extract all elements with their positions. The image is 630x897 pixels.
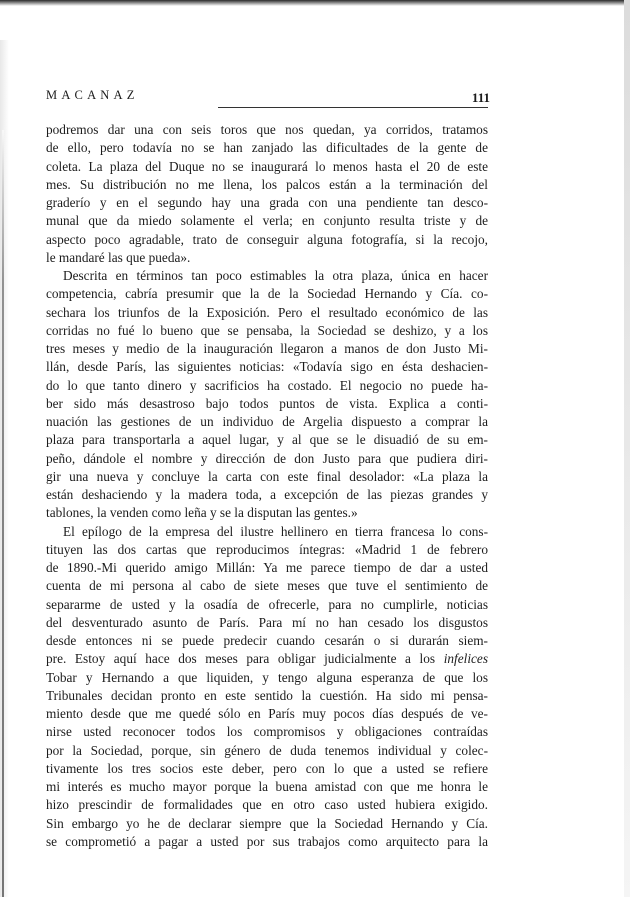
page-body [46, 121, 488, 851]
header-rule [218, 107, 488, 108]
text-line: do lo que tanto dinero y sacrificios ha costado. El negocio no puede ha- [46, 377, 488, 393]
text-line: coleta. La plaza del Duque no se inaugurará lo menos hasta el 20 de este [46, 158, 488, 174]
text-line: por la Sociedad, porque, sin género de duda tenemos individual y colec- [46, 742, 488, 758]
text-line: plaza para transportarla a aquel lugar, y al que se le disuadió de su em- [46, 432, 488, 448]
text-line: graderío y en el segundo hay una grada con una pendiente tan desco- [46, 195, 488, 210]
text-line: de 1890.-Mi querido amigo Millán: Ya me parece tiempo de dar a usted [46, 560, 488, 575]
text-line: tablones, la venden como leña y se la disputan las gentes.» [46, 505, 358, 521]
text-line: hizo prescindir de formalidades que en otro caso usted hubiera exigido. [46, 797, 488, 813]
text-line: tivamente los tres socios este deber, pero con lo que a usted se refiere [46, 760, 488, 776]
paragraph-first-line: El epílogo de la empresa del ilustre hellinero en tierra francesa lo cons- [63, 523, 488, 539]
text-line: peño, dándole el nombre y dirección de don Justo para que pudiera diri- [46, 450, 488, 466]
page-header [46, 88, 490, 108]
running-head: MACANAZ [46, 88, 139, 102]
text-line: separarme de usted y la osadía de ofrecerle, para no cumplirle, noticias [46, 596, 488, 612]
binding-gutter [0, 40, 9, 897]
paragraph-first-line: Descrita en términos tan poco estimables la otra plaza, única en hacer [63, 268, 488, 283]
gutter-shadow [2, 130, 4, 897]
text-line: desde entonces ni se puede predecir cuando cesarán o si durarán siem- [46, 633, 488, 648]
text-line: nuación las gestiones de un individuo de Argelia dispuesto a comprar la [46, 414, 488, 429]
text-line: podremos dar una con seis toros que nos quedan, ya corridos, tratamos [46, 122, 488, 137]
text-line: nirse usted reconocer todos los compromisos y obligaciones contraídas [46, 724, 488, 740]
text-line: gir una nueva y concluye la carta con este final desolador: «La plaza la [46, 468, 488, 484]
text-line: están deshaciendo y la madera toda, a excepción de las piezas grandes y [46, 487, 488, 502]
text-line: Sin embargo yo he de declarar siempre que la Sociedad Hernando y Cía. [46, 815, 488, 831]
page-right-edge [624, 0, 630, 897]
text-line: tres meses y medio de la inauguración llegaron a manos de don Justo Mi- [46, 341, 488, 356]
text-line: se comprometió a pagar a usted por sus trabajos como arquitecto para la [46, 833, 488, 849]
text-line: de ello, pero todavía no se han zanjado las dificultades de la gente de [46, 140, 488, 156]
text-line: Tobar y Hernando a que liquiden, y tengo alguna esperanza de que los [46, 669, 488, 685]
page-top-shadow [0, 0, 630, 6]
italic-word: infelices [443, 651, 488, 667]
text-line: competencia, cabría presumir que la de la Sociedad Hernando y Cía. co- [46, 286, 488, 302]
text-line: sechara los triunfos de la Exposición. Pero el resultado económico de las [46, 304, 488, 320]
text-line: llán, desde París, las siguientes noticias: «Todavía sigo en ésta deshacien- [46, 359, 488, 375]
text-line: del desventurado asunto de París. Para mí no han cesado los disgustos [46, 614, 488, 630]
text-line: miento desde que me quedé sólo en París muy pocos días después de ve- [46, 706, 488, 721]
text-line: aspecto poco agradable, trato de conseguir alguna fotografía, si la recojo, [46, 231, 488, 247]
page-number: 111 [471, 90, 490, 105]
text-line [46, 650, 488, 668]
text-line: corridas no fué lo bueno que se pensaba, la Sociedad se deshizo, y a los [46, 322, 488, 338]
text-line: munal que da miedo solamente el verla; en conjunto resulta triste y de [46, 213, 488, 229]
text-line-part: pre. Estoy aquí hace dos meses para obligar judicialmente a los [46, 651, 436, 667]
text-line: cuenta de mi persona al cabo de siete meses que tuve el sentimiento de [46, 578, 488, 594]
text-line: mi interés es mucho mayor porque la buena amistad con que me honra le [46, 779, 488, 794]
text-line: Tribunales decidan pronto en este sentido la cuestión. Ha sido mi pensa- [46, 687, 488, 703]
text-line: mes. Su distribución no me llena, los palcos están a la terminación del [46, 176, 488, 192]
text-line: tituyen las dos cartas que reproducimos íntegras: «Madrid 1 de febrero [46, 541, 488, 557]
text-line: ber sido más desastroso bajo todos puntos de vista. Explica a conti- [46, 395, 488, 411]
text-line: le mandaré las que pueda». [46, 249, 191, 265]
